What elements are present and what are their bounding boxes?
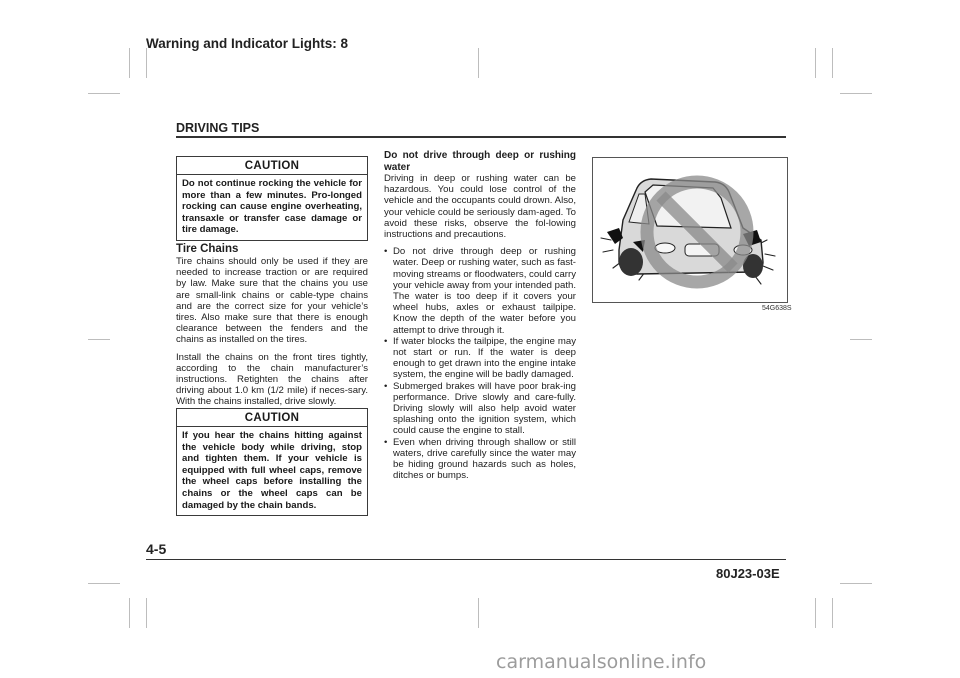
- crop-mark: [832, 598, 833, 628]
- crop-mark: [88, 583, 120, 584]
- crop-mark: [850, 339, 872, 340]
- crop-mark: [88, 339, 110, 340]
- crop-mark: [478, 598, 479, 628]
- tire-chains-install-paragraph: Install the chains on the front tires tightly, according to the chain manufacturer’s instructions. Retighten the chains after driving about 1.0 km (1/2 mile) if neces-sary. With the chains installed, drive slowly.: [176, 351, 368, 408]
- footer-divider: [146, 559, 786, 560]
- caution-text: If you hear the chains hitting against the vehicle body while driving, stop and tighten them. If your vehicle is equipped with full wheel caps, remove the wheel caps before installing the chains or the wheel caps can be damaged by the chain bands.: [182, 430, 362, 511]
- section-divider: [176, 136, 786, 138]
- crop-mark: [840, 583, 872, 584]
- deep-water-precautions: [384, 246, 576, 481]
- deep-water-intro: Driving in deep or rushing water can be hazardous. You could lose control of the vehicle and the occupants could drown. Also, your vehicle could be seriously dam-aged. To avoid these risks, observe the fol-lowing instructions and precautions.: [384, 173, 576, 241]
- list-item: • Do not drive through deep or rushing water. Deep or rushing water, such as fast-moving streams or floodwaters, could carry your vehicle away from your intended path. The water is too deep if it covers your wheel hubs, axles or exhaust tailpipe. Know the depth of the water before you attempt to drive through it.: [384, 246, 576, 336]
- car-in-water-prohibited-icon: [593, 158, 787, 302]
- crop-mark: [815, 48, 816, 78]
- list-item: • Submerged brakes will have poor brak-ing performance. Drive slowly and care-fully. Driving slowly will also help avoid water splashing onto the ignition system, which could cause the engine to stall.: [384, 381, 576, 437]
- crop-mark: [129, 48, 130, 78]
- watermark: carmanualsonline.info: [496, 651, 707, 673]
- caution-text: Do not continue rocking the vehicle for more than a few minutes. Pro-longed rocking can cause engine overheating, transaxle or transfer case damage or tire damage.: [182, 178, 362, 236]
- crop-mark: [478, 48, 479, 78]
- crop-mark: [840, 93, 872, 94]
- tire-chains-paragraph: Tire chains should only be used if they are needed to increase traction or are required by law. Make sure that the chains you use are small-link chains or cable-type chains and are the correct size for your vehicle’s tires. Also make sure that there is enough clearance between the fenders and the chains as installed on the tires.: [176, 256, 368, 346]
- figure-code: 54G638S: [762, 305, 792, 312]
- crop-mark: [146, 598, 147, 628]
- list-item: • Even when driving through shallow or still waters, drive carefully since the water may be hiding ground hazards such as holes, ditches or bumps.: [384, 437, 576, 482]
- tire-chains-section: [176, 243, 368, 414]
- figure-frame: [592, 157, 788, 303]
- caution-box-rocking: [176, 156, 368, 241]
- crop-mark: [146, 48, 147, 78]
- crop-mark: [815, 598, 816, 628]
- deep-water-section: [384, 150, 576, 481]
- page-number: 4-5: [146, 541, 167, 557]
- document-code: 80J23-03E: [716, 566, 780, 581]
- crop-mark: [129, 598, 130, 628]
- list-item: • If water blocks the tailpipe, the engine may not start or run. If the water is deep enough to get drawn into the engine intake system, the engine will be badly damaged.: [384, 336, 576, 381]
- caution-title: CAUTION: [177, 409, 367, 427]
- running-header: Warning and Indicator Lights: 8: [146, 36, 348, 51]
- tire-chains-heading: Tire Chains: [176, 243, 239, 255]
- crop-mark: [88, 93, 120, 94]
- section-title: DRIVING TIPS: [176, 121, 260, 135]
- crop-mark: [832, 48, 833, 78]
- caution-title: CAUTION: [177, 157, 367, 175]
- deep-water-heading: Do not drive through deep or rushing water: [384, 150, 576, 173]
- caution-box-chains: [176, 408, 368, 516]
